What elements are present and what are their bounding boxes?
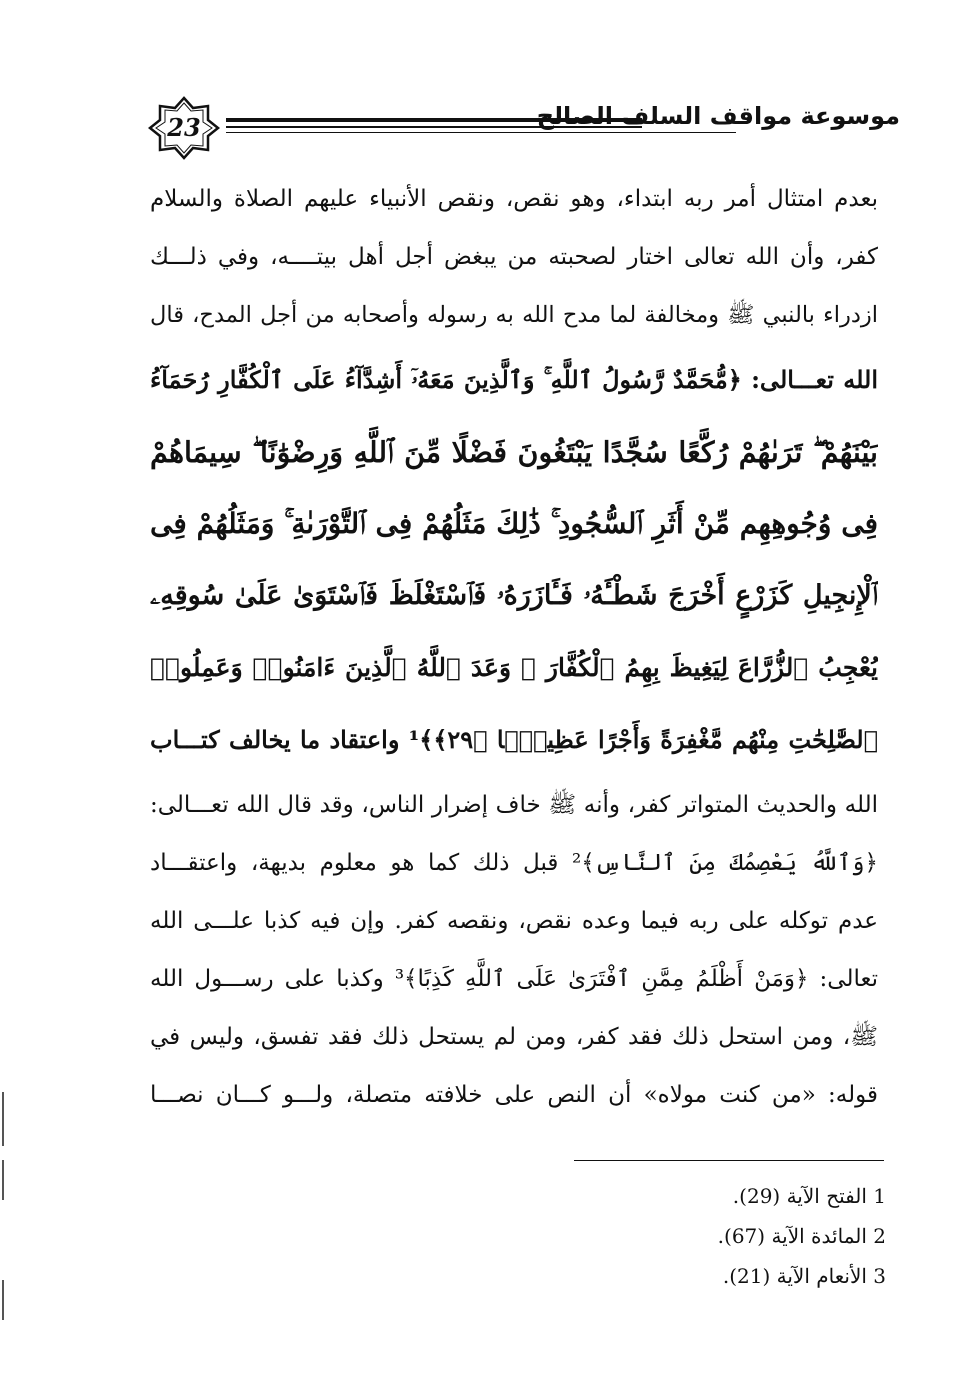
- footnote-1: 1 الفتح الآية (29).: [732, 1184, 886, 1208]
- quran-verse-line: ٱلْإِنجِيلِ كَزَرْعٍ أَخْرَجَ شَطْـَٔهُۥ فَـَٔازَرَهُۥ فَٱسْتَغْلَظَ فَٱسْتَوَىٰ عَلَىٰ سُوقِهِۦ: [150, 580, 878, 611]
- quran-verse-line: الله تعـــالى: ﴿مُّحَمَّدٌ رَّسُولُ ٱللَّهِ ۚ وَٱلَّذِينَ مَعَهُۥٓ أَشِدَّآءُ عَلَى ٱلْكُفَّارِ رُحَمَآءُ: [150, 365, 878, 394]
- header-rule-thin: [226, 132, 736, 133]
- page-number-badge: [148, 96, 220, 160]
- text-line: الله والحديث المتواتر كفر، وأنه ﷺ خاف إضرار الناس، وقد قال الله تعـــالى:: [150, 792, 878, 818]
- text-line: بعدم امتثال أمر ربه ابتداء، وهو نقص، ونقص الأنبياء عليهم الصلاة والسلام: [150, 186, 878, 212]
- scan-margin-mark: [2, 1092, 4, 1146]
- main-text: [150, 170, 878, 1124]
- text-line: ﷺ، ومن استحل ذلك فقد كفر، ومن لم يستحل ذلك فقد تفسق، وليس في: [150, 1024, 878, 1050]
- quran-verse-line: بَيْنَهُمْ ۖ تَرَىٰهُمْ رُكَّعًا سُجَّدًا يَبْتَغُونَ فَضْلًا مِّنَ ٱللَّهِ وَرِضْوَٰنًا ۖ سِيمَاهُمْ: [150, 435, 878, 469]
- page-header: [140, 92, 900, 162]
- book-title: موسوعة مواقف السلف الصالح: [536, 102, 900, 130]
- scan-margin-mark: [2, 1160, 4, 1200]
- footnotes: [560, 1176, 886, 1296]
- scan-margin-mark: [2, 1280, 4, 1320]
- footnote-3: 3 الأنعام الآية (21).: [722, 1264, 886, 1288]
- quran-verse-line: ٱلصَّٰلِحَٰتِ مِنْهُم مَّغْفِرَةً وَأَجْرًا عَظِيمًۢا ﴿٢٩﴾﴾¹ واعتقاد ما يخالف كتـــاب: [150, 725, 878, 754]
- text-line: ازدراء بالنبي ﷺ ومخالفة لما مدح الله به رسوله وأصحابه من أجل المدح، قال: [150, 302, 878, 328]
- text-line: تعالى: ﴿وَمَنْ أَظْلَمُ مِمَّنِ ٱفْتَرَىٰ عَلَى ٱللَّهِ كَذِبًا﴾³ وكذبا على رســـول الله: [150, 966, 878, 992]
- quran-verse-line: فِى وُجُوهِهِم مِّنْ أَثَرِ ٱلسُّجُودِ ۚ ذَٰلِكَ مَثَلُهُمْ فِى ٱلتَّوْرَىٰةِ ۚ وَمَثَلُهُمْ فِى: [150, 507, 878, 540]
- text-line: كفر، وأن الله تعالى اختار لصحبته من يبغض أجل أهل بيتــــه، وفي ذلـــك: [150, 244, 878, 270]
- text-line: ﴿وَٱللَّهُ يَعْصِمُكَ مِنَ ٱلنَّاسِ﴾² قبل ذلك كما هو معلوم بديهة، واعتقـــاد: [150, 850, 878, 876]
- quran-verse-line: يُعْجِبُ ٱلزُّرَّاعَ لِيَغِيظَ بِهِمُ ٱلْكُفَّارَ ۗ وَعَدَ ٱللَّهُ ٱلَّذِينَ ءَامَنُوا۟ وَعَمِلُوا۟: [150, 653, 878, 682]
- text-line: عدم توكله على ربه فيما وعده نقص، ونقصه كفر. وإن فيه كذبا علـــى الله: [150, 908, 878, 934]
- footnote-2: 2 المائدة الآية (67).: [717, 1224, 886, 1248]
- page-number: 23: [167, 113, 201, 142]
- footnote-separator: [574, 1160, 884, 1161]
- text-line: قوله: «من كنت مولاه» أن النص على خلافته متصلة، ولـــو كـــان نصـــا: [150, 1082, 878, 1108]
